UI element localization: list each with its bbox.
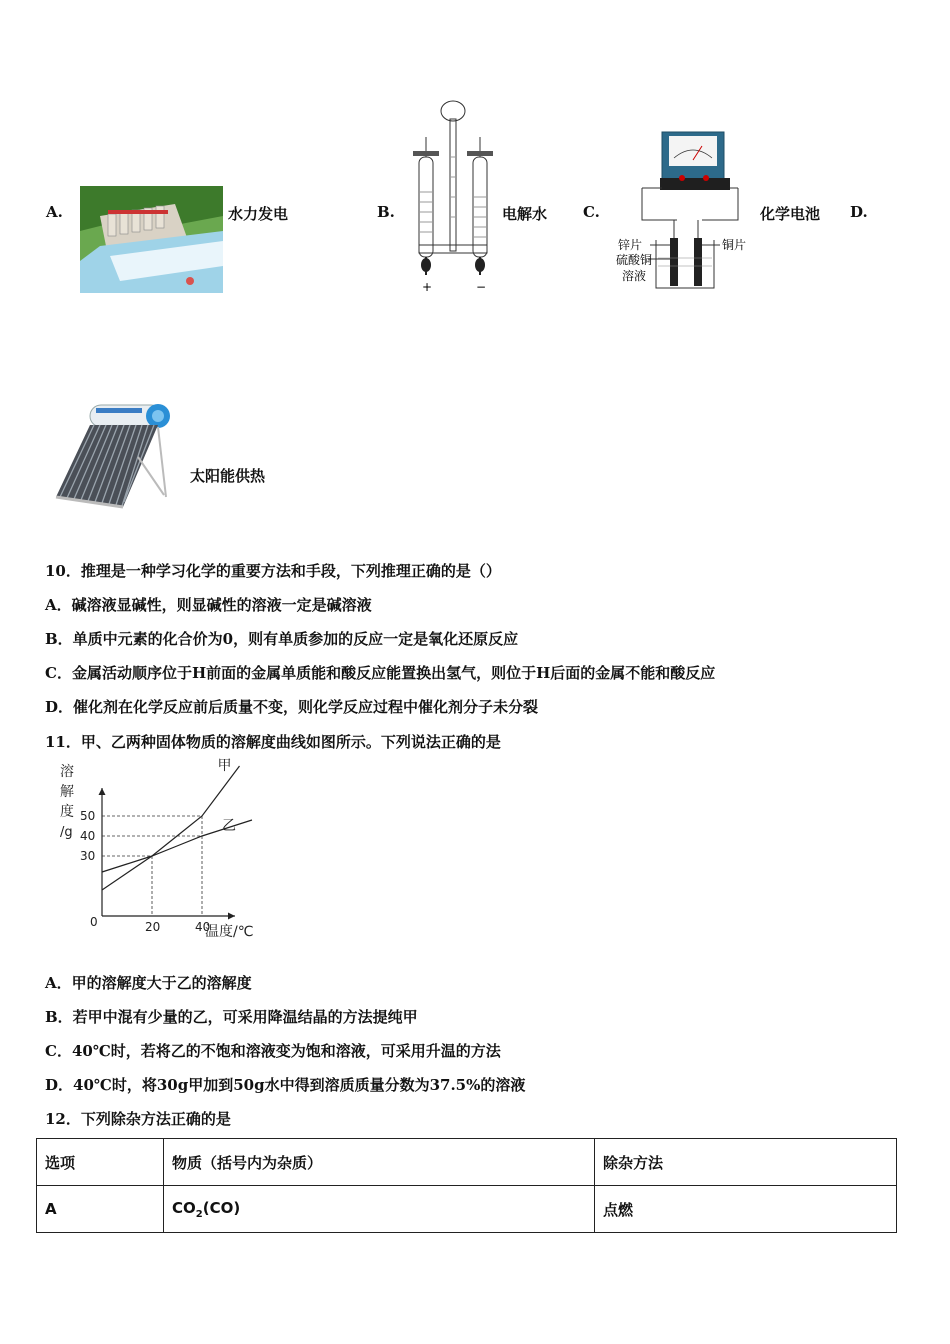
series-label-jia: 甲	[217, 758, 232, 774]
row-a-option: A	[37, 1186, 164, 1233]
electrolysis-diagram	[405, 97, 500, 297]
ylabel-char-2: 解	[60, 784, 74, 800]
ylabel-char-3: 度	[60, 804, 74, 820]
q10-option-b: B．单质中元素的化合价为0，则有单质参加的反应一定是氧化还原反应	[45, 630, 519, 648]
ylabel-char-1: 溶	[60, 764, 74, 780]
option-a-letter: A.	[46, 203, 63, 221]
table-header-row	[37, 1139, 897, 1186]
ylabel-char-4: /g	[60, 825, 73, 840]
option-c-letter: C.	[583, 203, 600, 221]
table-row	[37, 1186, 897, 1233]
minus-sign: −	[476, 280, 487, 294]
q11-option-b: B．若甲中混有少量的乙，可采用降温结晶的方法提纯甲	[45, 1008, 418, 1026]
hydropower-image	[80, 186, 223, 293]
q10-option-c: C．金属活动顺序位于H前面的金属单质能和酸反应能置换出氢气，则位于H后面的金属不能和酸反应	[45, 664, 716, 682]
option-c-label: 化学电池	[760, 205, 821, 223]
battery-diagram	[612, 128, 762, 293]
solubility-chart	[55, 758, 265, 943]
q11-option-c: C．40℃时，若将乙的不饱和溶液变为饱和溶液，可采用升温的方法	[45, 1042, 501, 1060]
header-method: 除杂方法	[595, 1139, 897, 1186]
solution-label-2: 溶液	[622, 269, 647, 283]
y-tick-40: 40	[80, 829, 96, 843]
series-label-yi: 乙	[222, 818, 236, 834]
x-tick-20: 20	[145, 920, 161, 934]
zinc-label: 锌片	[618, 238, 643, 252]
y-tick-30: 30	[80, 849, 96, 863]
x-tick-40: 40	[195, 920, 211, 934]
q12-stem: 12．下列除杂方法正确的是	[45, 1110, 231, 1128]
origin-label: 0	[90, 915, 98, 929]
row-a-method: 点燃	[595, 1186, 897, 1233]
x-axis-label: 温度/℃	[205, 924, 254, 940]
copper-label: 铜片	[722, 238, 747, 252]
q11-option-a: A．甲的溶解度大于乙的溶解度	[45, 974, 252, 992]
q10-stem: 10．推理是一种学习化学的重要方法和手段，下列推理正确的是（）	[45, 562, 501, 580]
q11-stem: 11．甲、乙两种固体物质的溶解度曲线如图所示。下列说法正确的是	[45, 733, 501, 751]
series-line-jia	[102, 766, 240, 890]
header-substance: 物质（括号内为杂质）	[164, 1139, 595, 1186]
q10-option-d: D．催化剂在化学反应前后质量不变，则化学反应过程中催化剂分子未分裂	[45, 698, 539, 716]
option-b-label: 电解水	[502, 205, 548, 223]
q12-table	[36, 1138, 897, 1233]
y-tick-50: 50	[80, 809, 96, 823]
header-option: 选项	[37, 1139, 164, 1186]
row-a-substance: $CO_2(CO)$	[164, 1186, 595, 1233]
option-a-label: 水力发电	[228, 205, 289, 223]
q11-option-d: D．40℃时，将30g甲加到50g水中得到溶质质量分数为37.5%的溶液	[45, 1076, 526, 1094]
q10-option-a: A．碱溶液显碱性，则显碱性的溶液一定是碱溶液	[45, 596, 372, 614]
solution-label-1: 硫酸铜	[616, 253, 653, 267]
option-b-letter: B.	[377, 203, 395, 221]
solar-heater-image	[48, 397, 173, 522]
option-d-letter: D.	[850, 203, 868, 221]
option-d-label: 太阳能供热	[190, 467, 266, 485]
plus-sign: +	[422, 280, 433, 294]
